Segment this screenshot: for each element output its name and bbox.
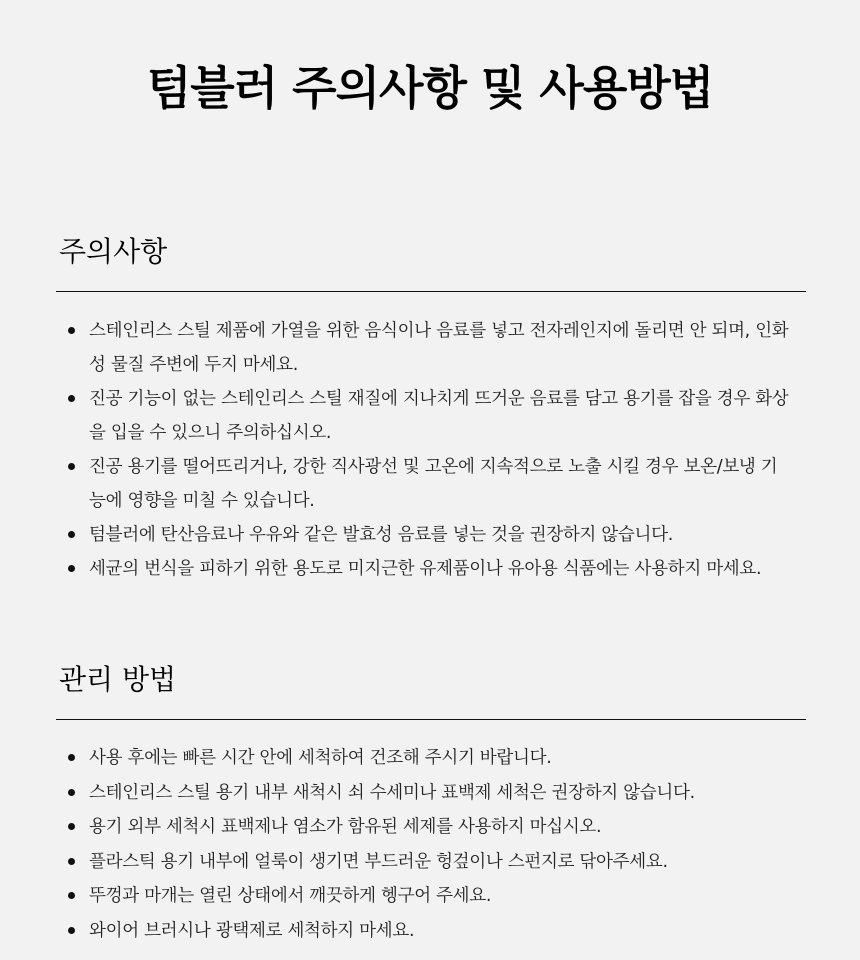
list-item-text: 진공 용기를 떨어뜨리거나, 강한 직사광선 및 고온에 지속적으로 노출 시킬 경우 보온/보냉 기능에 영향을 미칠 수 있습니다. — [89, 457, 778, 511]
list-item — [56, 552, 806, 586]
bullet-icon — [68, 754, 75, 761]
bullet-icon — [68, 892, 75, 899]
list-item — [56, 518, 806, 552]
list-item-text: 세균의 번식을 피하기 위한 용도로 미지근한 유제품이나 유아용 식품에는 사용하지 마세요. — [89, 559, 762, 579]
list-item — [56, 776, 806, 811]
page-title: 텀블러 주의사항 및 사용방법 — [146, 61, 714, 115]
list-item-text: 플라스틱 용기 내부에 얼룩이 생기면 부드러운 헝겊이나 스펀지로 닦아주세요. — [89, 851, 668, 872]
caution-list — [56, 314, 806, 586]
list-item — [56, 845, 806, 880]
section-heading: 관리 방법 — [56, 658, 806, 720]
list-item-text: 스테인리스 스틸 제품에 가열을 위한 음식이나 음료를 넣고 전자레인지에 돌리면 안 되며, 인화성 물질 주변에 두지 마세요. — [89, 321, 789, 375]
list-item-text: 사용 후에는 빠른 시간 안에 세척하여 건조해 주시기 바랍니다. — [89, 748, 552, 768]
list-item — [56, 879, 806, 914]
list-item-text: 스테인리스 스틸 용기 내부 새척시 쇠 수세미나 표백제 세척은 권장하지 않습니다. — [89, 782, 695, 803]
list-item-text: 텀블러에 탄산음료나 우유와 같은 발효성 음료를 넣는 것을 권장하지 않습니다. — [89, 525, 673, 545]
list-item — [56, 382, 806, 450]
list-item — [56, 450, 806, 518]
bullet-icon — [68, 327, 75, 334]
list-item-text: 용기 외부 세척시 표백제나 염소가 함유된 세제를 사용하지 마십시오. — [89, 817, 602, 837]
list-item — [56, 810, 806, 845]
list-item — [56, 741, 806, 776]
list-item-text: 와이어 브러시나 광택제로 세척하지 마세요. — [89, 920, 415, 941]
bullet-icon — [68, 463, 75, 470]
bullet-icon — [68, 395, 75, 402]
bullet-icon — [68, 531, 75, 538]
bullet-icon — [68, 927, 75, 934]
bullet-icon — [68, 565, 75, 572]
section-heading: 주의사항 — [56, 230, 806, 292]
list-item — [56, 914, 806, 949]
bullet-icon — [68, 823, 75, 830]
care-list — [56, 741, 806, 948]
care-section — [56, 658, 806, 948]
list-item-text: 진공 기능이 없는 스테인리스 스틸 재질에 지나치게 뜨거운 음료를 담고 용기를 잡을 경우 화상을 입을 수 있으니 주의하십시오. — [89, 389, 789, 443]
bullet-icon — [68, 858, 75, 865]
list-item — [56, 314, 806, 382]
list-item-text: 뚜껑과 마개는 열린 상태에서 깨끗하게 헹구어 주세요. — [89, 886, 492, 906]
bullet-icon — [68, 789, 75, 796]
caution-section — [56, 230, 806, 586]
